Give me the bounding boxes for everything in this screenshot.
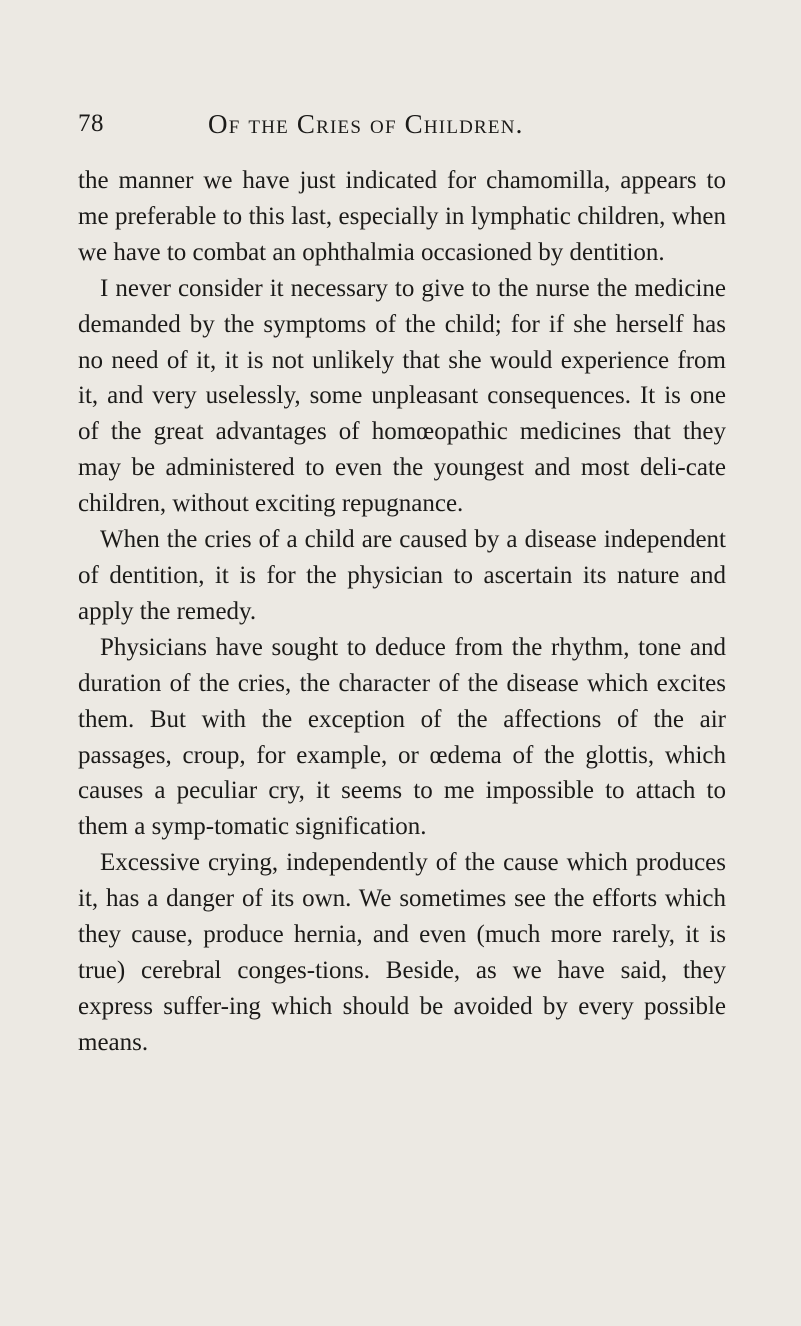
page-number: 78	[78, 110, 104, 137]
paragraph-disease-cause: When the cries of a child are caused by a disease independent of dentition, it is for the physician to ascertain its nature and apply the remedy.	[78, 526, 726, 625]
paragraph-cry-character: Physicians have sought to deduce from the rhythm, tone and duration of the cries, the character of the disease which excites them. But with the exception of the affections of the air passages, croup, for example, or œdema of the glottis, which causes a peculiar cry, it seems to me impossible to attach to them a symp-tomatic signification.	[78, 633, 726, 841]
running-title: Of the Cries of Children.	[208, 109, 524, 139]
paragraph-continued: the manner we have just indicated for chamomilla, appears to me preferable to this last, especially in lymphatic children, when we have to combat an ophthalmia occasioned by dentition.	[78, 167, 726, 266]
paragraph-excessive-crying: Excessive crying, independently of the cause which produces it, has a danger of its own. We sometimes see the efforts which they cause, produce hernia, and even (much more rarely, it is true) cerebral conges-tions. Beside, as we have said, they express suffer-ing which should be avoided by every possible means.	[78, 849, 726, 1056]
body-text	[78, 163, 726, 1061]
paragraph-nurse-medicine: I never consider it necessary to give to the nurse the medicine demanded by the symptoms of the child; for if she herself has no need of it, it is not unlikely that she would experience from it, and very uselessly, some unpleasant consequences. It is one of the great advantages of homœopathic medicines that they may be administered to even the youngest and most deli-cate children, without exciting repugnance.	[78, 274, 726, 518]
running-head	[78, 104, 758, 144]
